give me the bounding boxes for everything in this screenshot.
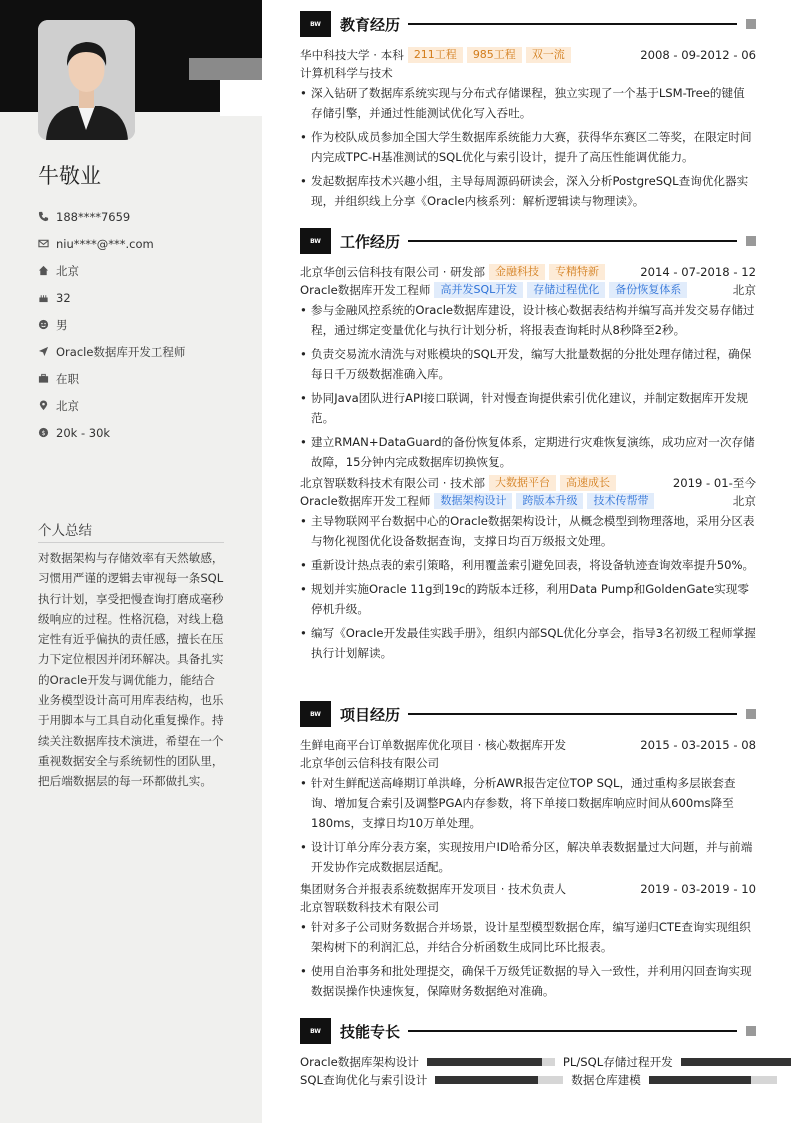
section-divider [408,23,737,25]
company-tag: 金融科技 [489,264,545,280]
salary-row [38,419,248,446]
skill-bar [649,1076,777,1084]
section-badge: BW [300,228,331,254]
list-item: • 参与金融风控系统的Oracle数据库建设，设计核心数据表结构并编写高并发交易存储过程，通过绑定变量优化与执行计划分析，将报表查询耗时从8秒降至2秒。 [300,300,756,340]
education-block [300,46,756,215]
project-block-1 [300,736,756,881]
company-tag: 专精特新 [549,264,605,280]
job-text: Oracle数据库开发工程师 [56,344,186,359]
education-date: 2008 - 09-2012 - 06 [640,48,756,62]
mail-icon [38,238,50,250]
work-city: 北京 [732,494,756,508]
job-row [38,338,248,365]
candidate-name: 牛敬业 [38,164,101,188]
work-block-1 [300,263,756,476]
face-icon [38,319,50,331]
skill-name: 数据仓库建模 [571,1073,641,1087]
company-row [300,474,756,492]
send-icon [38,346,50,358]
company-tag: 高速成长 [560,475,616,491]
skill-bar [681,1058,791,1066]
section-square [746,236,756,246]
position-tag: 跨版本升级 [516,493,583,509]
list-item: • 使用自治事务和批处理提交，确保千万级凭证数据的导入一致性，并利用闪回查询实现数据误操作快速恢复，保障财务数据绝对准确。 [300,961,756,1001]
project-company: 北京智联数科技术有限公司 [300,900,440,914]
school-tag: 211工程 [408,47,463,63]
school-tag: 985工程 [467,47,522,63]
project-header [300,701,756,727]
list-item: • 作为校队成员参加全国大学生数据库系统能力大赛，获得华东赛区二等奖，在限定时间内完成TPC-H基准测试的SQL优化与索引设计，提升了高压性能调优能力。 [300,127,756,167]
phone-text: 188****7659 [56,209,131,224]
email-text: niu****@***.com [56,236,154,251]
avatar [38,20,135,140]
project-row [300,880,756,898]
section-badge: BW [300,701,331,727]
project-company: 北京华创云信科技有限公司 [300,756,440,770]
position-tag: 技术传帮带 [587,493,654,509]
skill-fill [435,1076,537,1084]
major-row [300,64,756,82]
location-text: 北京 [56,263,79,278]
education-bullets [300,83,756,211]
summary-title: 个人总结 [38,519,224,543]
position-name: Oracle数据库开发工程师 [300,283,431,297]
project-name: 生鲜电商平台订单数据库优化项目 · 核心数据库开发 [300,738,567,752]
company-name: 北京华创云信科技有限公司 · 研发部 [300,265,485,279]
education-row [300,46,756,64]
skill-fill [681,1058,791,1066]
position-tag: 存储过程优化 [527,282,605,298]
list-item: • 编写《Oracle开发最佳实践手册》，组织内部SQL优化分享会，指导3名初级工程师掌握执行计划解读。 [300,623,756,663]
sidebar [0,0,262,1123]
city-row [38,392,248,419]
section-divider [408,240,737,242]
pin-icon [38,400,50,412]
project-block-2 [300,880,756,1005]
phone-icon [38,211,50,223]
gender-text: 男 [56,317,68,332]
company-name: 北京智联数科技术有限公司 · 技术部 [300,476,485,490]
sidebar-accent-block [189,58,262,80]
education-title: 教育经历 [340,15,401,34]
project-title: 项目经历 [340,705,401,724]
skill-name: SQL查询优化与索引设计 [300,1073,428,1087]
company-row [300,263,756,281]
svg-text:$: $ [41,428,46,437]
list-item: • 设计订单分库分表方案，实现按用户ID哈希分区，解决单表数据量过大问题，并与前端开发协作完成数据层适配。 [300,837,756,877]
section-divider [408,713,737,715]
company-tag: 大数据平台 [489,475,556,491]
skills-row [300,1053,794,1071]
position-tag: 备份恢复体系 [609,282,687,298]
work-header [300,228,756,254]
project-row [300,736,756,754]
list-item: • 发起数据库技术兴趣小组，主导每周源码研读会，深入分析PostgreSQL查询优化器实现，并组织线上分享《Oracle内核系列：解析逻辑读与物理读》。 [300,171,756,211]
skill-fill [427,1058,542,1066]
work-city: 北京 [732,283,756,297]
skill-bar [435,1076,563,1084]
major: 计算机科学与技术 [300,66,393,80]
position-tag: 数据架构设计 [434,493,512,509]
briefcase-icon [38,373,50,385]
skills-header [300,1018,756,1044]
project-company-row [300,754,756,772]
age-text: 32 [56,290,71,305]
list-item: • 针对多子公司财务数据合并场景，设计星型模型数据仓库，编写递归CTE查询实现组织架构树下的利润汇总，并结合分析函数生成同比环比报表。 [300,917,756,957]
project-bullets [300,917,756,1001]
skill-fill [649,1076,751,1084]
education-header [300,11,756,37]
list-item: • 主导物联网平台数据中心的Oracle数据架构设计，从概念模型到物理落地，采用分区表与物化视图优化设备数据查询，支撑日均百万级报文处理。 [300,511,756,551]
list-item: • 针对生鲜配送高峰期订单洪峰，分析AWR报告定位TOP SQL，通过重构多层嵌套查询、增加复合索引及调整PGA内存参数，将下单接口数据库响应时间从600ms降至180ms，支撑日均10万单处理。 [300,773,756,833]
sidebar-accent-white [220,80,262,116]
section-badge: BW [300,11,331,37]
project-company-row [300,898,756,916]
work-bullets [300,300,756,472]
position-tag: 高并发SQL开发 [434,282,523,298]
section-badge: BW [300,1018,331,1044]
list-item: • 负责交易流水清洗与对账模块的SQL开发，编写大批量数据的分批处理存储过程，确保每日千万级数据准确入库。 [300,344,756,384]
coin-icon [38,427,50,439]
gender-row [38,311,248,338]
city-text: 北京 [56,398,79,413]
home-icon [38,265,50,277]
skills-title: 技能专长 [340,1022,401,1041]
section-square [746,709,756,719]
list-item: • 建立RMAN+DataGuard的备份恢复体系，定期进行灾难恢复演练，成功应对一次存储故障，15分钟内完成数据库切换恢复。 [300,432,756,472]
work-block-2 [300,474,756,667]
school-tag: 双一流 [526,47,571,63]
age-row [38,284,248,311]
work-date: 2014 - 07-2018 - 12 [640,265,756,279]
list-item: • 重新设计热点表的索引策略，利用覆盖索引避免回表，将设备轨迹查询效率提升50%。 [300,555,756,575]
summary-text: 对数据架构与存储效率有天然敏感，习惯用严谨的逻辑去审视每一条SQL执行计划，享受把慢查询打磨成毫秒级响应的过程。性格沉稳，对线上稳定性有近乎偏执的责任感，擅长在压力下定位根因并闭环解决。具备扎实的Oracle开发与调优能力，能结合业务模型设计高可用库表结构，也乐于用脚本与工具自动化重复操作。持续关注数据库技术演进，希望在一个重视数据安全与系统韧性的团队里，把后端数据层的每一环都做扎实。 [38,551,224,789]
skill-bar [427,1058,555,1066]
salary-text: 20k - 30k [56,425,111,440]
skill-name: Oracle数据库架构设计 [300,1055,419,1069]
project-date: 2015 - 03-2015 - 08 [640,738,756,752]
location-row [38,257,248,284]
section-divider [408,1030,737,1032]
skill-name: PL/SQL存储过程开发 [562,1055,673,1069]
work-bullets [300,511,756,663]
section-square [746,1026,756,1036]
project-date: 2019 - 03-2019 - 10 [640,882,756,896]
list-item: • 规划并实施Oracle 11g到19c的跨版本迁移，利用Data Pump和GoldenGate实现零停机升级。 [300,579,756,619]
list-item: • 深入钻研了数据库系统实现与分布式存储课程，独立实现了一个基于LSM-Tree的键值存储引擎，并通过性能测试优化写入吞吐。 [300,83,756,123]
skills-row [300,1071,794,1089]
status-row [38,365,248,392]
project-name: 集团财务合并报表系统数据库开发项目 · 技术负责人 [300,882,567,896]
section-square [746,19,756,29]
position-row [300,492,756,510]
position-row [300,281,756,299]
phone-row [38,203,248,230]
email-row [38,230,248,257]
contact-info [38,203,248,446]
list-item: • 协同Java团队进行API接口联调，针对慢查询提供索引优化建议，并制定数据库开发规范。 [300,388,756,428]
status-text: 在职 [56,371,79,386]
work-date: 2019 - 01-至今 [672,476,756,490]
cake-icon [38,292,50,304]
school-name: 华中科技大学 · 本科 [300,48,404,62]
position-name: Oracle数据库开发工程师 [300,494,431,508]
project-bullets [300,773,756,877]
work-title: 工作经历 [340,232,401,251]
skills-grid [300,1053,794,1089]
